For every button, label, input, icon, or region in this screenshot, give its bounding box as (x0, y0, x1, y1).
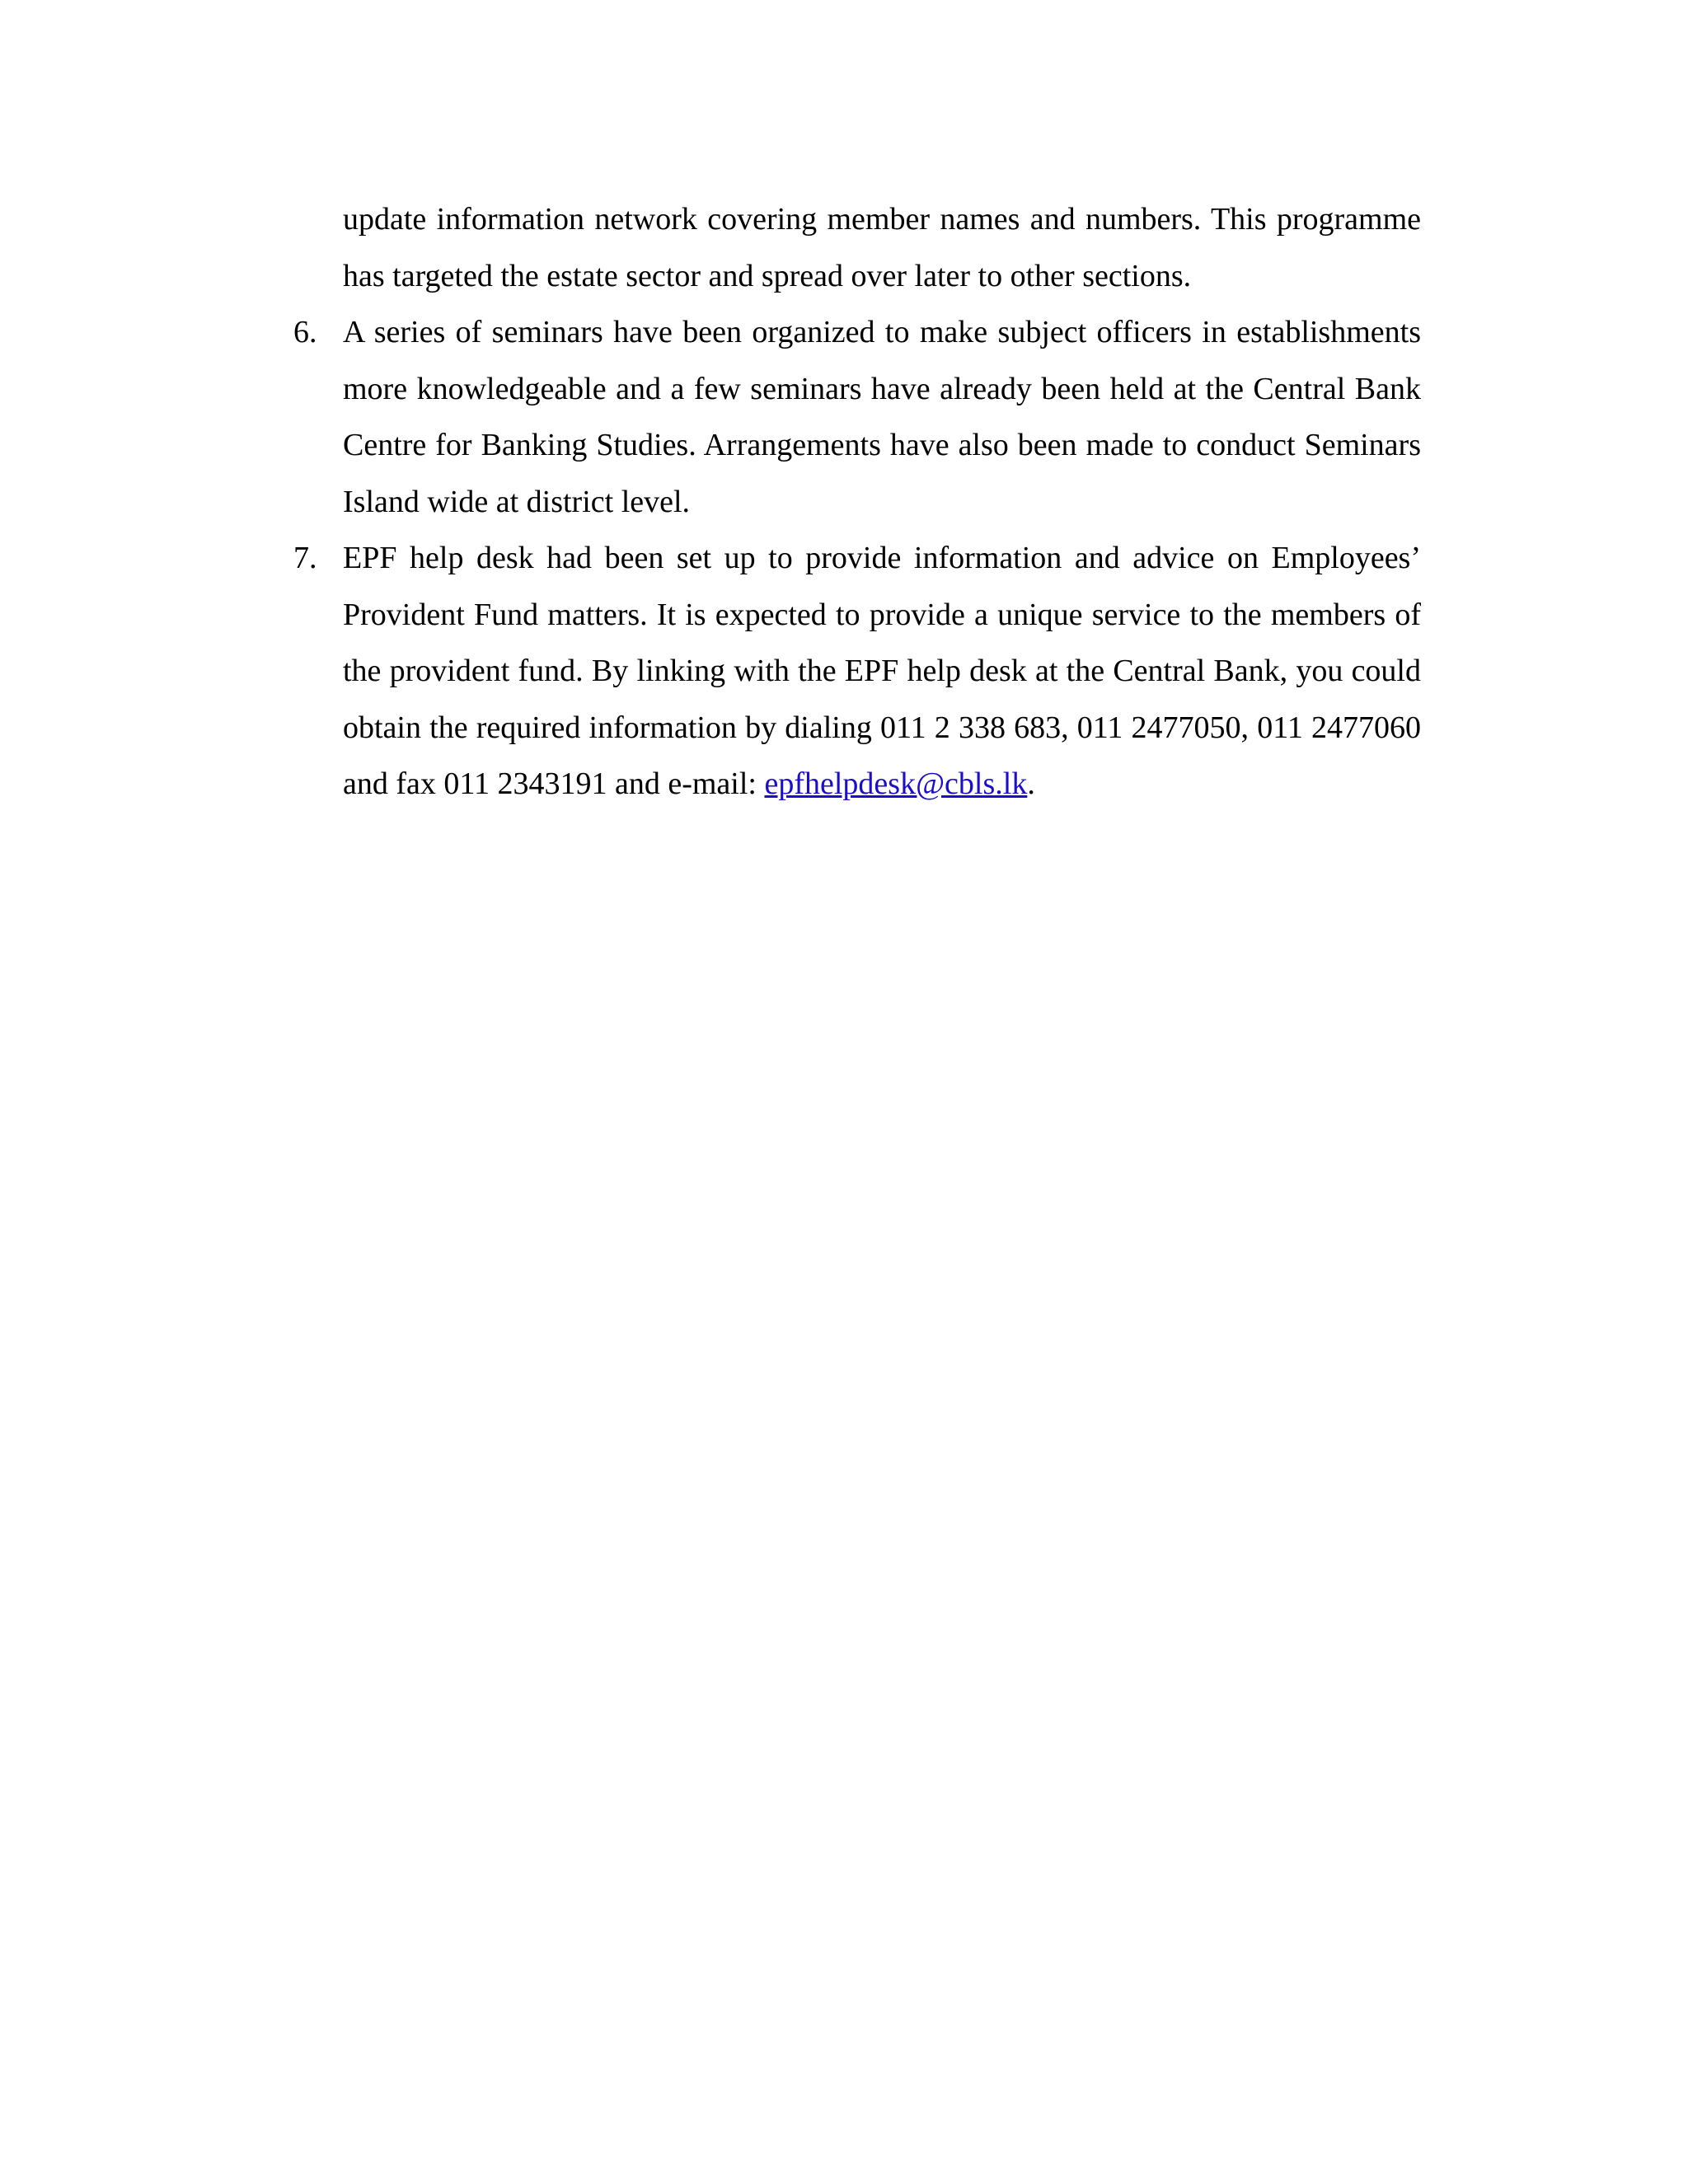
list-item-text: A series of seminars have been organized to make subject officers in establishments more knowledgeable and a few seminars have already been held at the Central Bank Centre for Banking Studies. Arrangements have also been made to conduct Seminars Island wide at district level. (343, 315, 1421, 519)
list-item-6 (293, 304, 1421, 530)
email-link[interactable]: epfhelpdesk@cbls.lk (764, 766, 1028, 801)
list-item-7 (293, 530, 1421, 813)
list-item-text-main: EPF help desk had been set up to provide information and advice on Employees’ Provident Fund matters. It is expected to provide a unique service to the members of the provident fund. By linking with the EPF help desk at the Central Bank, you could obtain the required information by dialing 011 2 338 683, 011 2477050, 011 2477060 and fax 011 2343191 and e-mail: (343, 541, 1421, 801)
list-item-text-end: . (1027, 766, 1035, 801)
list-item-number: 6. (293, 315, 317, 349)
list-item-number: 7. (293, 541, 317, 575)
list-item-text (343, 530, 1421, 813)
document-body (293, 191, 1421, 813)
continuation-paragraph: update information network covering member names and numbers. This programme has targeted the estate sector and spread over later to other sections. (343, 202, 1421, 293)
